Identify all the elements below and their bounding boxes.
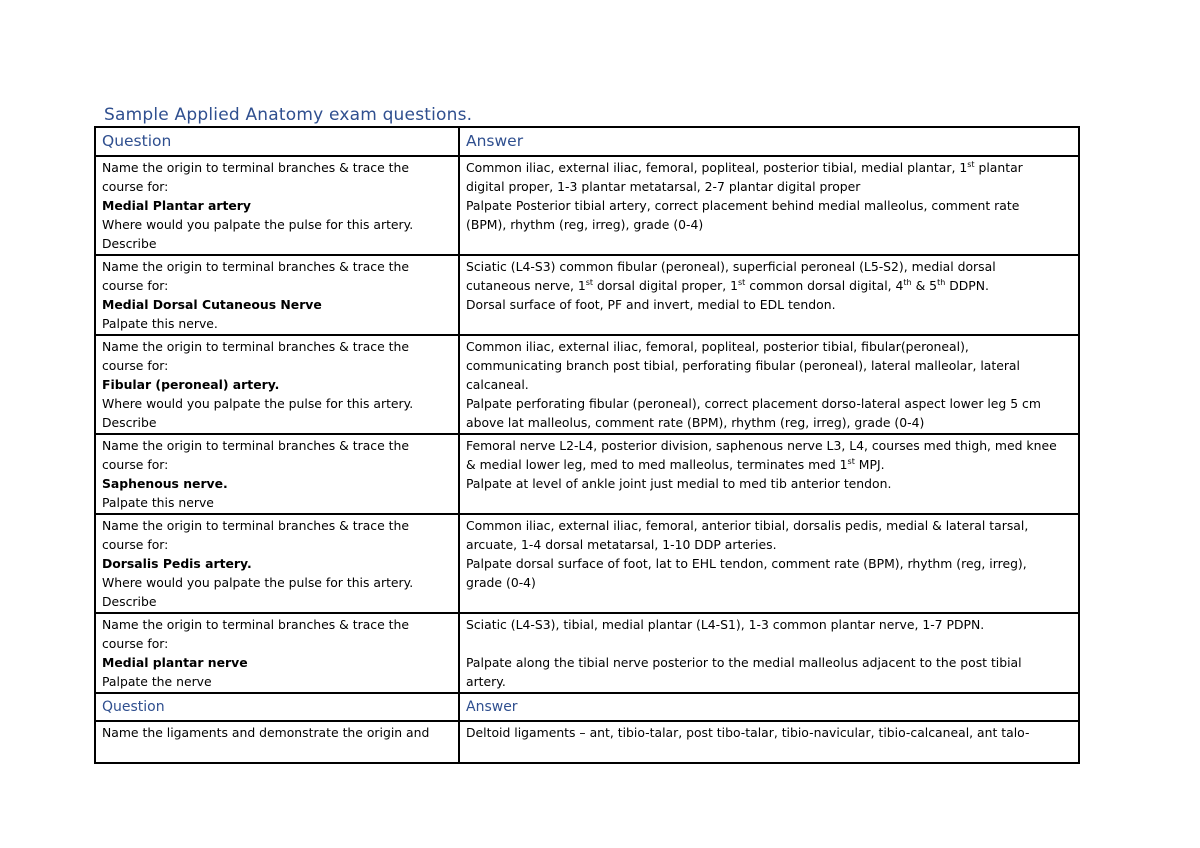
- question-line: Where would you palpate the pulse for this artery.: [102, 396, 414, 411]
- table-header-row-repeat: [95, 693, 1079, 721]
- table-row: [95, 613, 1079, 693]
- question-line: Name the origin to terminal branches & trace the: [102, 438, 410, 453]
- header-question: Question: [95, 693, 459, 721]
- answer-line: Palpate perforating fibular (peroneal), correct placement dorso-lateral aspect lower leg 5 cm: [466, 396, 1041, 411]
- question-line: course for:: [102, 179, 169, 194]
- question-subject: Medial Dorsal Cutaneous Nerve: [102, 297, 322, 312]
- header-question: Question: [95, 127, 459, 156]
- table-row: [95, 335, 1079, 434]
- answer-line: & medial lower leg, med to med malleolus, terminates med 1st MPJ.: [466, 457, 885, 472]
- question-subject: Medial plantar nerve: [102, 655, 248, 670]
- table-row: [95, 156, 1079, 255]
- answer-line: Common iliac, external iliac, femoral, popliteal, posterior tibial, medial plantar, 1st plantar: [466, 160, 1023, 175]
- answer-line: Palpate at level of ankle joint just medial to med tib anterior tendon.: [466, 476, 892, 491]
- question-line: Palpate this nerve.: [102, 316, 218, 331]
- answer-line: Dorsal surface of foot, PF and invert, medial to EDL tendon.: [466, 297, 836, 312]
- answer-line: (BPM), rhythm (reg, irreg), grade (0-4): [466, 217, 704, 232]
- question-line: course for:: [102, 278, 169, 293]
- question-cell: [95, 434, 459, 514]
- answer-cell: [459, 434, 1079, 514]
- answer-line: Common iliac, external iliac, femoral, anterior tibial, dorsalis pedis, medial & lateral tarsal,: [466, 518, 1029, 533]
- answer-line: Sciatic (L4-S3) common fibular (peroneal), superficial peroneal (L5-S2), medial dorsal: [466, 259, 996, 274]
- question-subject: Saphenous nerve.: [102, 476, 228, 491]
- answer-line: Sciatic (L4-S3), tibial, medial plantar (L4-S1), 1-3 common plantar nerve, 1-7 PDPN.: [466, 617, 985, 632]
- question-line: course for:: [102, 636, 169, 651]
- question-line: Describe: [102, 415, 157, 430]
- answer-line: Femoral nerve L2-L4, posterior division, saphenous nerve L3, L4, courses med thigh, med knee: [466, 438, 1057, 453]
- answer-line: Palpate along the tibial nerve posterior to the medial malleolus adjacent to the post tibial: [466, 655, 1022, 670]
- question-subject: Dorsalis Pedis artery.: [102, 556, 252, 571]
- answer-cell: [459, 721, 1079, 763]
- answer-line-blank: [466, 634, 1072, 653]
- answer-cell: [459, 156, 1079, 255]
- question-line: Name the origin to terminal branches & trace the: [102, 518, 410, 533]
- question-cell: [95, 255, 459, 335]
- table-row: [95, 255, 1079, 335]
- question-line: Name the origin to terminal branches & trace the: [102, 160, 410, 175]
- table-header-row: [95, 127, 1079, 156]
- table-row: [95, 721, 1079, 763]
- answer-line: communicating branch post tibial, perforating fibular (peroneal), lateral malleolar, lateral: [466, 358, 1020, 373]
- answer-line: cutaneous nerve, 1st dorsal digital proper, 1st common dorsal digital, 4th & 5th DDPN.: [466, 278, 989, 293]
- question-subject: Medial Plantar artery: [102, 198, 251, 213]
- question-subject: Fibular (peroneal) artery.: [102, 377, 280, 392]
- answer-cell: [459, 514, 1079, 613]
- answer-line: arcuate, 1-4 dorsal metatarsal, 1-10 DDP arteries.: [466, 537, 777, 552]
- header-answer: Answer: [459, 693, 1079, 721]
- answer-cell: [459, 613, 1079, 693]
- question-line: Name the origin to terminal branches & trace the: [102, 259, 410, 274]
- answer-line: digital proper, 1-3 plantar metatarsal, 2-7 plantar digital proper: [466, 179, 861, 194]
- question-line: Palpate the nerve: [102, 674, 212, 689]
- question-line: Name the origin to terminal branches & trace the: [102, 617, 410, 632]
- answer-cell: [459, 255, 1079, 335]
- answer-line: Deltoid ligaments – ant, tibio-talar, post tibo-talar, tibio-navicular, tibio-calcaneal, ant talo-: [466, 725, 1030, 740]
- question-line: Palpate this nerve: [102, 495, 214, 510]
- question-cell: [95, 721, 459, 763]
- question-line: Where would you palpate the pulse for this artery.: [102, 575, 414, 590]
- header-answer: Answer: [459, 127, 1079, 156]
- question-line: Where would you palpate the pulse for this artery.: [102, 217, 414, 232]
- question-line: Name the origin to terminal branches & trace the: [102, 339, 410, 354]
- question-cell: [95, 156, 459, 255]
- answer-line: above lat malleolus, comment rate (BPM), rhythm (reg, irreg), grade (0-4): [466, 415, 925, 430]
- question-line: Describe: [102, 594, 157, 609]
- question-line: course for:: [102, 358, 169, 373]
- table-row: [95, 434, 1079, 514]
- question-cell: [95, 613, 459, 693]
- answer-line: calcaneal.: [466, 377, 529, 392]
- answer-line: Palpate Posterior tibial artery, correct placement behind medial malleolus, comment rate: [466, 198, 1020, 213]
- question-cell: [95, 335, 459, 434]
- question-line: course for:: [102, 537, 169, 552]
- question-line: Name the ligaments and demonstrate the origin and: [102, 725, 430, 740]
- answer-line: artery.: [466, 674, 506, 689]
- answer-line: grade (0-4): [466, 575, 536, 590]
- question-cell: [95, 514, 459, 613]
- answer-line: Palpate dorsal surface of foot, lat to EHL tendon, comment rate (BPM), rhythm (reg, irreg),: [466, 556, 1027, 571]
- answer-cell: [459, 335, 1079, 434]
- question-line: Describe: [102, 236, 157, 251]
- question-line: course for:: [102, 457, 169, 472]
- answer-line: Common iliac, external iliac, femoral, popliteal, posterior tibial, fibular(peroneal),: [466, 339, 969, 354]
- qa-table: [94, 126, 1080, 764]
- page-title: Sample Applied Anatomy exam questions.: [104, 105, 473, 125]
- table-row: [95, 514, 1079, 613]
